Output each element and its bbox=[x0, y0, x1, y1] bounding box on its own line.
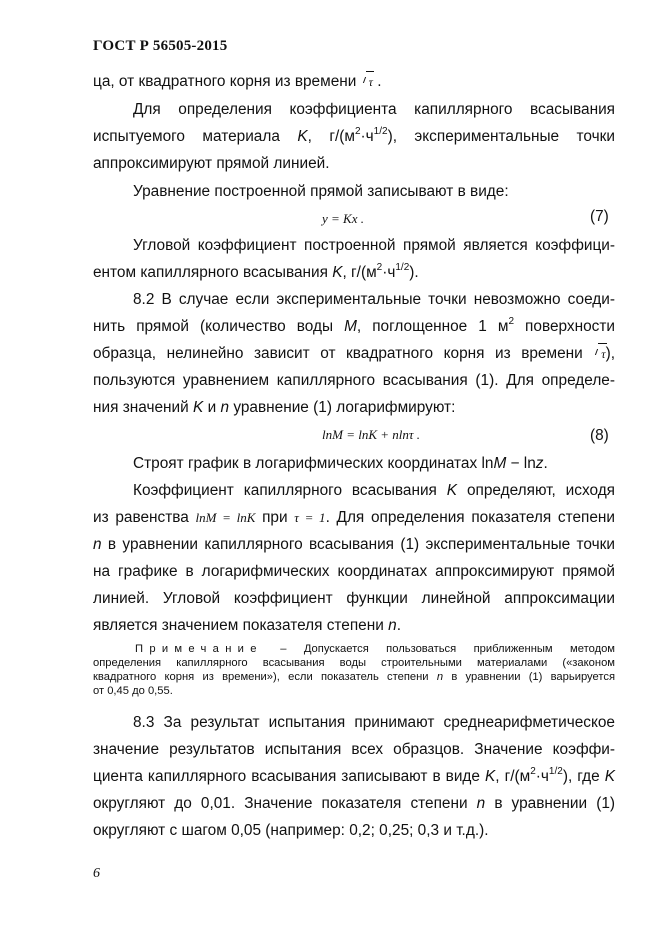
text-line: из равенства lnM = lnK при τ = 1. Для определения показателя степени bbox=[93, 509, 616, 526]
sqrt-tau: τ bbox=[361, 72, 373, 92]
text-line: Угловой коэффициент построенной прямой является коэффици- bbox=[133, 237, 615, 254]
text-line: Коэффициент капиллярного всасывания K определяют, исходя bbox=[133, 482, 616, 499]
text-line: 8.2 В случае если экспериментальные точки невозможно соеди- bbox=[133, 291, 615, 308]
sqrt-tau: τ bbox=[593, 344, 605, 364]
text-line: пользуются уравнением капиллярного всасывания (1). Для определе- bbox=[93, 372, 615, 389]
text-line: ния значений K и n уравнение (1) логарифмируют: bbox=[93, 399, 456, 416]
ln-equality: lnM = lnK bbox=[195, 510, 256, 525]
text-line: ца, от квадратного корня из времени τ . bbox=[93, 73, 382, 90]
text-line: испытуемого материала K, $г/(м^2\cdot ч^{1/2})$, экспериментальные точки bbox=[93, 125, 615, 145]
text-line: аппроксимируют прямой линией. bbox=[93, 155, 330, 172]
equation-number-8: (8) bbox=[590, 427, 609, 444]
text-line: n в уравнении капиллярного всасывания (1) экспериментальные точки bbox=[93, 536, 615, 553]
text-line: округляют до 0,01. Значение показателя степени n в уравнении (1) bbox=[93, 795, 616, 812]
text-line: нить прямой (количество воды M, поглощенное 1 $м^2$ поверхности bbox=[93, 315, 615, 335]
text-line: линией. Угловой коэффициент функции линейной аппроксимации bbox=[93, 590, 615, 607]
text-line: Строят график в логарифмических координатах lnM − lnz. bbox=[133, 455, 548, 472]
standard-header: ГОСТ Р 56505-2015 bbox=[93, 38, 228, 54]
text-line: 8.3 За результат испытания принимают среднеарифметическое bbox=[133, 714, 615, 731]
note-label: Примечание bbox=[135, 643, 263, 655]
note-line: от 0,45 до 0,55. bbox=[93, 685, 173, 697]
text-line: образца, нелинейно зависит от квадратного корня из времени τ), bbox=[93, 345, 615, 362]
text-line: округляют с шагом 0,05 (например: 0,2; 0,25; 0,3 и т.д.). bbox=[93, 822, 489, 839]
note-line: квадратного корня из времени»), если показатель степени n в уравнении (1) варьируется bbox=[93, 671, 616, 683]
tau-equals-one: τ = 1 bbox=[294, 510, 326, 525]
text-line: Уравнение построенной прямой записывают в виде: bbox=[133, 183, 509, 200]
note-line: определения капиллярного всасывания воды строительными материалами («законом bbox=[93, 657, 615, 669]
text-line: циента капиллярного всасывания записывают в виде K, $г/(м^2\cdot ч^{1/2})$, где K bbox=[93, 765, 616, 785]
note-line: Примечание – Допускается пользоваться приближенным методом bbox=[135, 643, 616, 655]
equation-8: lnM = lnK + nlnτ . bbox=[322, 427, 421, 442]
page-number: 6 bbox=[93, 866, 100, 881]
equation-number-7: (7) bbox=[590, 208, 609, 225]
text-line: ентом капиллярного всасывания K, $г/(м^2\cdot ч^{1/2})$. bbox=[93, 261, 419, 281]
text-line: на графике в логарифмических координатах аппроксимируют прямой bbox=[93, 563, 615, 580]
text-line: значение результатов испытания всех образцов. Значение коэффи- bbox=[93, 741, 615, 758]
equation-7: y = Kx . bbox=[322, 211, 364, 226]
text-line: Для определения коэффициента капиллярного всасывания bbox=[133, 101, 615, 118]
text-line: является значением показателя степени n. bbox=[93, 617, 401, 634]
